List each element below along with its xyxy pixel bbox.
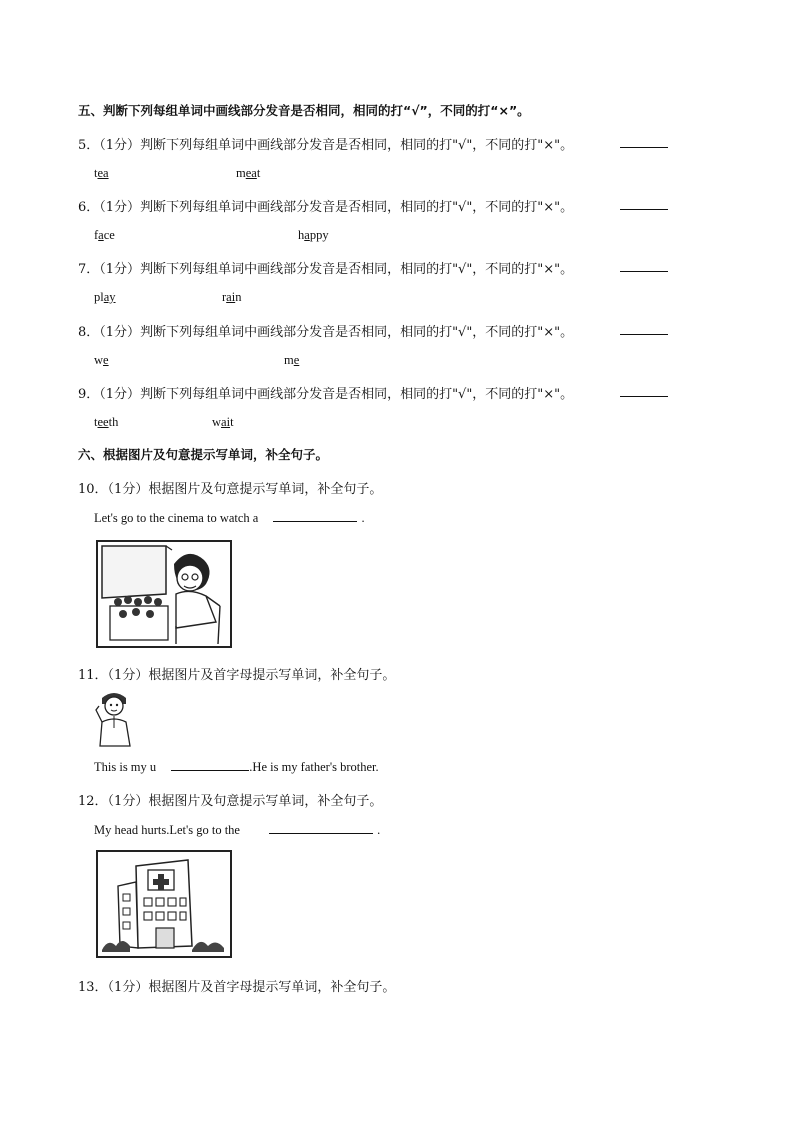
question-7 [78,258,573,277]
question-prompt: 判断下列每组单词中画线部分发音是否相同，相同的打"√"，不同的打"×"。 [140,262,574,277]
question-score: （1分） [107,482,149,497]
sentence-10: Let's go to the cinema to watch a . [94,511,365,525]
cinema-picture [96,540,232,648]
question-number: 11． [78,668,108,683]
question-score: （1分） [107,794,149,809]
question-10 [78,478,382,497]
section-6-title: 六、根据图片及句意提示写单词，补全句子。 [78,447,329,462]
question-score: （1分） [99,325,141,340]
word-1: tea [94,166,109,180]
word-2: rain [222,290,242,304]
question-prompt: 判断下列每组单词中画线部分发音是否相同，相同的打"√"，不同的打"×"。 [140,387,574,402]
question-8 [78,321,573,340]
question-score: （1分） [107,980,149,995]
hospital-picture [96,850,232,958]
uncle-picture [92,688,138,750]
answer-blank-5[interactable] [620,135,668,148]
question-number: 8． [78,325,100,340]
word-2: wait [212,415,234,429]
question-number: 5． [78,138,100,153]
answer-blank-11[interactable] [171,758,249,771]
answer-blank-12[interactable] [269,821,373,834]
question-number: 6． [78,200,100,215]
answer-blank-7[interactable] [620,259,668,272]
word-2: meat [236,166,261,180]
question-score: （1分） [99,200,141,215]
question-score: （1分） [99,138,141,153]
word-1: face [94,228,115,242]
question-prompt: 根据图片及句意提示写单词，补全句子。 [148,482,383,497]
question-prompt: 判断下列每组单词中画线部分发音是否相同，相同的打"√"，不同的打"×"。 [140,138,574,153]
question-number: 9． [78,387,100,402]
answer-blank-9[interactable] [620,384,668,397]
question-number: 12． [78,794,108,809]
answer-blank-8[interactable] [620,322,668,335]
question-score: （1分） [107,668,149,683]
question-9 [78,383,573,402]
section-5-title: 五、判断下列每组单词中画线部分发音是否相同，相同的打“√”，不同的打“×”。 [78,103,530,118]
sentence-11: This is my u .He is my father's brother. [94,760,379,774]
question-number: 10． [78,482,108,497]
question-score: （1分） [99,262,141,277]
answer-blank-6[interactable] [620,197,668,210]
question-score: （1分） [99,387,141,402]
question-12 [78,790,382,809]
word-2: happy [298,228,329,242]
question-5 [78,134,573,153]
word-1: play [94,290,116,304]
question-11 [78,664,395,683]
question-prompt: 根据图片及首字母提示写单词，补全句子。 [148,668,396,683]
question-6 [78,196,573,215]
question-prompt: 根据图片及句意提示写单词，补全句子。 [148,794,383,809]
word-2: me [284,353,300,367]
question-prompt: 判断下列每组单词中画线部分发音是否相同，相同的打"√"，不同的打"×"。 [140,200,574,215]
question-prompt: 根据图片及首字母提示写单词，补全句子。 [148,980,396,995]
answer-blank-10[interactable] [273,509,357,522]
sentence-12: My head hurts.Let's go to the . [94,823,381,837]
word-1: we [94,353,109,367]
question-number: 7． [78,262,100,277]
question-number: 13． [78,980,108,995]
question-13 [78,976,395,995]
question-prompt: 判断下列每组单词中画线部分发音是否相同，相同的打"√"，不同的打"×"。 [140,325,574,340]
word-1: teeth [94,415,119,429]
